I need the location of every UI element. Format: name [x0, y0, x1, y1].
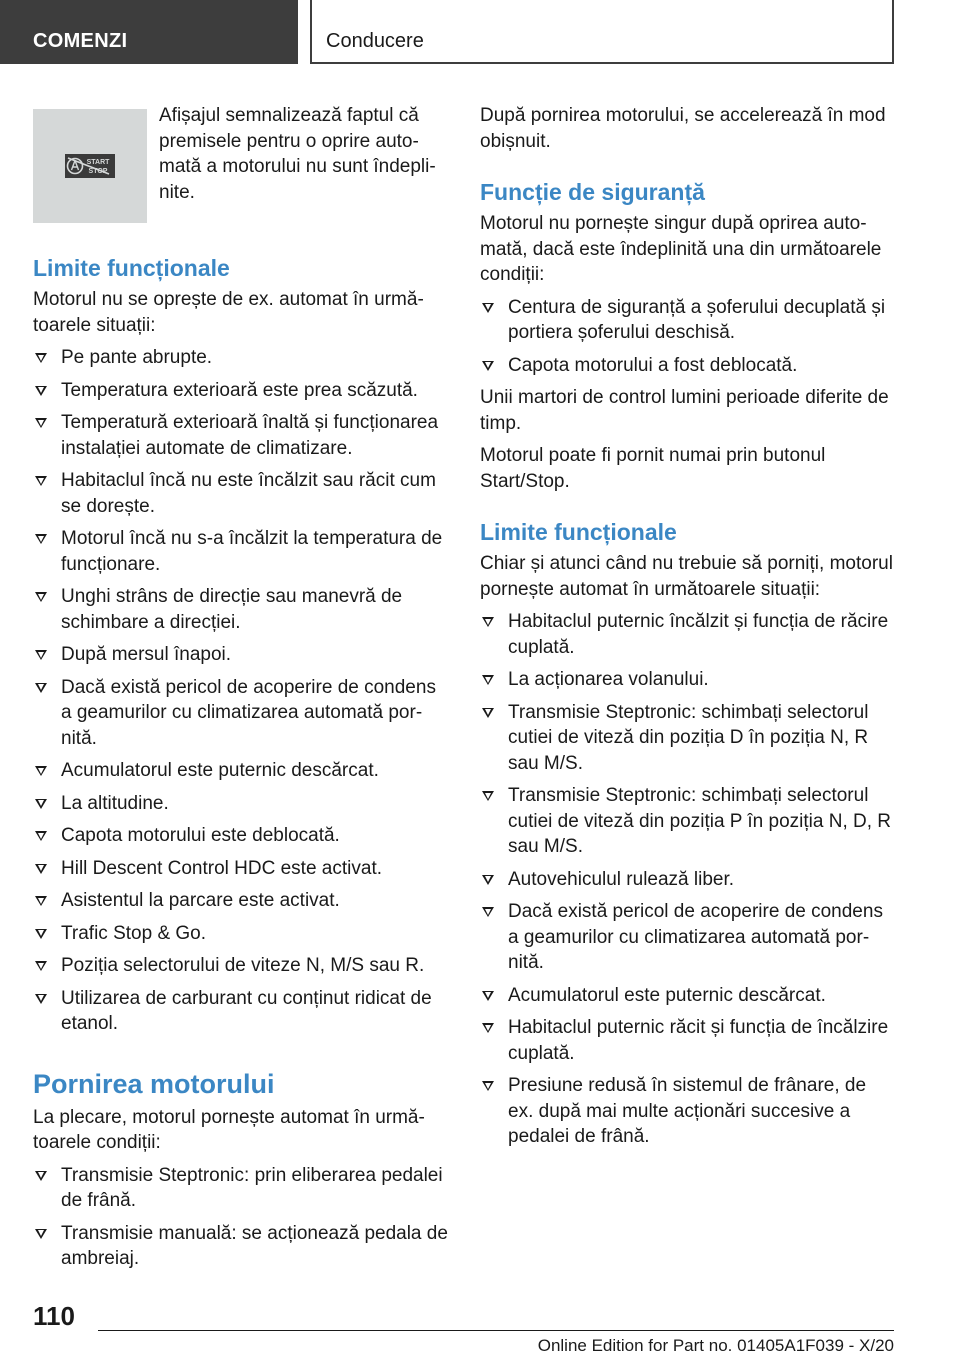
header-section-label: COMENZI [33, 30, 128, 52]
safety-list [480, 295, 895, 379]
list-item: Pe pante abrupte. [33, 345, 448, 371]
heading-functional-limits-restart: Limite funcționale [480, 519, 677, 545]
triangle-bullet-icon [35, 864, 47, 874]
list-item: Hill Descent Control HDC este activat. [33, 856, 448, 882]
triangle-bullet-icon [35, 476, 47, 486]
list-item: Unghi strâns de direcție sau manevră de schimbare a direcției. [33, 584, 448, 635]
triangle-bullet-icon [35, 929, 47, 939]
list-item: Temperatură exterioară înaltă și funcționarea instalației automate de climatizare. [33, 410, 448, 461]
right-column [480, 103, 895, 1157]
indicator-description: Afișajul semnalizează faptul că premisele pentru o oprire automată a motorului nu sunt îndeplinite. [159, 105, 436, 203]
triangle-bullet-icon [482, 708, 494, 718]
list-item: După mersul înapoi. [33, 642, 448, 668]
list-item: Transmisie manuală: se acționează pedala de ambreiaj. [33, 1221, 448, 1272]
triangle-bullet-icon [482, 875, 494, 885]
list-item: Dacă există pericol de acoperire de condens a geamurilor cu climatizarea automată pornită. [480, 899, 895, 976]
left-column [33, 103, 448, 1279]
triangle-bullet-icon [482, 675, 494, 685]
list-item: Capota motorului este deblocată. [33, 823, 448, 849]
limits-intro-text: Motorul nu se oprește de ex. automat în următoarele situații: [33, 289, 424, 336]
limits-list [33, 345, 448, 1037]
list-item: La altitudine. [33, 791, 448, 817]
heading-functional-limits: Limite funcționale [33, 255, 230, 281]
list-item: Habitaclul puternic încălzit și funcția de răcire cuplată. [480, 609, 895, 660]
list-item: Transmisie Steptronic: prin eliberarea pedalei de frână. [33, 1163, 448, 1214]
list-item: Acumulatorul este puternic descărcat. [480, 983, 895, 1009]
triangle-bullet-icon [35, 650, 47, 660]
triangle-bullet-icon [35, 418, 47, 428]
auto-start-stop-icon [33, 109, 147, 223]
triangle-bullet-icon [35, 831, 47, 841]
engine-start-intro-text: La plecare, motorul pornește automat în următoarele condiții: [33, 1106, 425, 1153]
triangle-bullet-icon [35, 683, 47, 693]
triangle-bullet-icon [35, 961, 47, 971]
triangle-bullet-icon [35, 766, 47, 776]
safety-intro-text: Motorul nu pornește singur după oprirea automată, dacă este îndeplinită una din următoarele condiții: [480, 213, 882, 285]
list-item: Capota motorului a fost deblocată. [480, 353, 895, 379]
footer-divider [98, 1330, 894, 1331]
start-button-text: Motorul poate fi pornit numai prin butonul Start/Stop. [480, 445, 826, 492]
list-item: Habitaclul încă nu este încălzit sau răcit cum se dorește. [33, 468, 448, 519]
list-item: Autovehiculul rulează liber. [480, 867, 895, 893]
footer-edition-text: Online Edition for Part no. 01405A1F039 - X/20 [537, 1336, 894, 1355]
page-number: 110 [33, 1301, 75, 1331]
list-item: Transmisie Steptronic: schimbați selectorul cutiei de viteză din poziția P în poziția N, D, R sau M/S. [480, 783, 895, 860]
triangle-bullet-icon [35, 353, 47, 363]
list-item: Temperatura exterioară este prea scăzută. [33, 378, 448, 404]
heading-safety-function: Funcție de siguranță [480, 179, 705, 205]
after-start-text: După pornirea motorului, se accelerează în mod obișnuit. [480, 105, 886, 152]
list-item: Asistentul la parcare este activat. [33, 888, 448, 914]
list-item: Utilizarea de carburant cu conținut ridicat de etanol. [33, 986, 448, 1037]
list-item: Poziția selectorului de viteze N, M/S sau R. [33, 953, 448, 979]
list-item: Motorul încă nu s-a încălzit la temperatura de funcționare. [33, 526, 448, 577]
indicator-lights-text: Unii martori de control lumini perioade diferite de timp. [480, 387, 889, 434]
list-item: Habitaclul puternic răcit și funcția de încălzire cuplată. [480, 1015, 895, 1066]
header-section-tab [0, 0, 298, 64]
triangle-bullet-icon [35, 1171, 47, 1181]
triangle-bullet-icon [482, 617, 494, 627]
triangle-bullet-icon [35, 896, 47, 906]
triangle-bullet-icon [482, 361, 494, 371]
list-item: Acumulatorul este puternic descărcat. [33, 758, 448, 784]
icon-label-start: START [86, 159, 110, 166]
header-chapter-label: Conducere [326, 30, 424, 52]
triangle-bullet-icon [482, 303, 494, 313]
list-item: Centura de siguranță a șoferului decuplată și portiera șoferului deschisă. [480, 295, 895, 346]
engine-start-list [33, 1163, 448, 1272]
heading-engine-start: Pornirea motorului [33, 1068, 275, 1099]
triangle-bullet-icon [482, 791, 494, 801]
triangle-bullet-icon [482, 1023, 494, 1033]
triangle-bullet-icon [35, 1229, 47, 1239]
triangle-bullet-icon [482, 991, 494, 1001]
triangle-bullet-icon [35, 592, 47, 602]
restart-list [480, 609, 895, 1150]
restart-intro-text: Chiar și atunci când nu trebuie să porniți, motorul pornește automat în următoarele situații: [480, 553, 893, 600]
indicator-intro [33, 103, 448, 223]
triangle-bullet-icon [35, 994, 47, 1004]
triangle-bullet-icon [35, 799, 47, 809]
list-item: La acționarea volanului. [480, 667, 895, 693]
triangle-bullet-icon [35, 386, 47, 396]
header-chapter-tab [310, 0, 894, 64]
icon-label-stop: STOP [88, 168, 108, 175]
triangle-bullet-icon [482, 1081, 494, 1091]
list-item: Dacă există pericol de acoperire de condens a geamurilor cu climatizarea automată pornită. [33, 675, 448, 752]
list-item: Transmisie Steptronic: schimbați selectorul cutiei de viteză din poziția D în poziția N, R sau M/S. [480, 700, 895, 777]
list-item: Trafic Stop & Go. [33, 921, 448, 947]
list-item: Presiune redusă în sistemul de frânare, de ex. după mai multe acționări succesive a pedalei de frână. [480, 1073, 895, 1150]
triangle-bullet-icon [482, 907, 494, 917]
triangle-bullet-icon [35, 534, 47, 544]
